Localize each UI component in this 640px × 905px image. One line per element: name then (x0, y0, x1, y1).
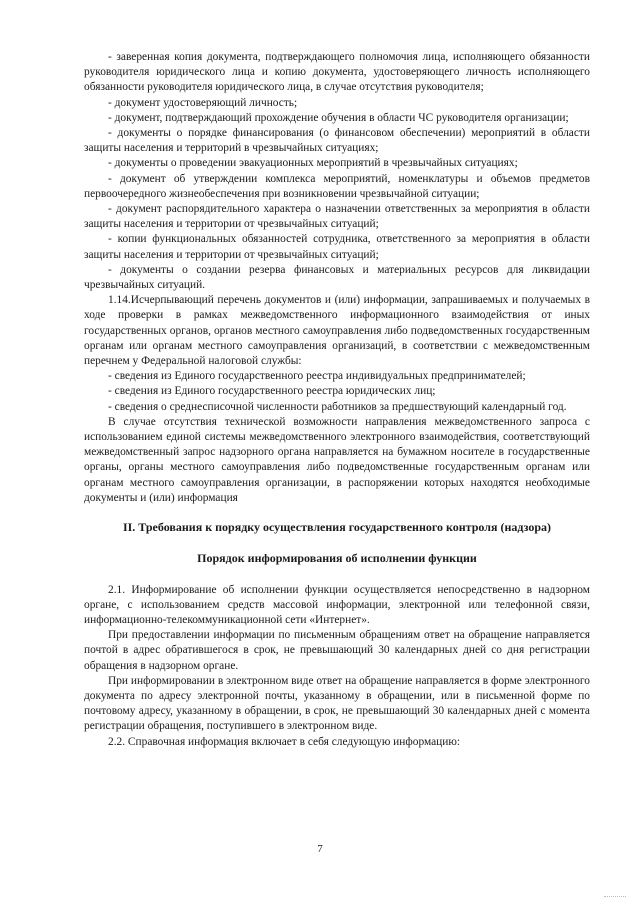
paragraph-9: - документы о создании резерва финансовых и материальных ресурсов для ликвидации чрезвычайных ситуаций. (84, 263, 590, 292)
paragraph-11: - сведения из Единого государственного реестра индивидуальных предпринимателей; (108, 370, 526, 383)
paragraph-3: - документ, подтверждающий прохождение обучения в области ЧС руководителя организации; (108, 111, 569, 124)
paragraph-18: 2.2. Справочная информация включает в себя следующую информацию: (108, 735, 461, 748)
paragraph-17: При информировании в электронном виде ответ на обращение направляется в форме электронного документа по адресу электронной почты, указанному в обращении, или в письменной форме по почтовому адресу, указанному в обращении, в срок, не превышающий 30 календарных дней с момента регистрации обращения, поступившего в электронном виде. (84, 674, 590, 733)
paragraph-15: 2.1. Информирование об исполнении функции осуществляется непосредственно в надзорном органе, с использованием средств массовой информации, электронной или телефонной связи, информационно-телекоммуникационной сети «Интернет». (84, 583, 590, 626)
paragraph-4: - документы о порядке финансирования (о финансовом обеспечении) мероприятий в области защиты населения и территорий в чрезвычайных ситуациях; (84, 127, 590, 155)
scan-artifact (604, 896, 626, 899)
paragraph-13: - сведения о среднесписочной численности работников за предшествующий календарный год. (108, 400, 567, 413)
paragraph-6: - документ об утверждении комплекса мероприятий, номенклатуры и объемов предметов первоочередного жизнеобеспечения при возникновении чрезвычайной ситуации; (84, 172, 590, 200)
page-number: 7 (317, 843, 323, 855)
paragraph-14: В случае отсутствия технической возможности направления межведомственного запроса с использованием единой системы межведомственного электронного взаимодействия, соответствующий межведомственный запрос надзорного органа направляется на бумажном носителе в государственные органы, органы местного самоуправления либо подведомственные государственным органам или органам местного самоуправления организации, в распоряжении которых находятся необходимые документы и (или) информация (84, 415, 590, 504)
subsection-heading: Порядок информирования об исполнении функции (197, 551, 477, 566)
paragraph-10: 1.14.Исчерпывающий перечень документов и (или) информации, запрашиваемых и получаемых в ходе проверки в рамках межведомственного информационного взаимодействия от иных государственных органов, органов местного самоуправления либо подведомственных государственным органам или органам местного самоуправления организаций, в соответствии с межведомственным перечнем у Федеральной налоговой службы: (84, 294, 590, 368)
document-page (84, 50, 590, 750)
paragraph-1: - заверенная копия документа, подтверждающего полномочия лица, исполняющего обязанности руководителя юридического лица и копию документа, удостоверяющего личность исполняющего обязанности руководителя юридического лица, в случае отсутствия руководителя; (84, 51, 590, 94)
paragraph-2: - документ удостоверяющий личность; (108, 96, 298, 109)
paragraph-12: - сведения из Единого государственного реестра юридических лиц; (108, 385, 436, 398)
paragraph-5: - документы о проведении эвакуационных мероприятий в чрезвычайных ситуациях; (108, 157, 518, 170)
paragraph-8: - копии функциональных обязанностей сотрудника, ответственного за мероприятия в области защиты населения и территории от чрезвычайных ситуаций; (84, 233, 590, 261)
section-heading: II. Требования к порядку осуществления государственного контроля (надзора) (122, 520, 552, 535)
paragraph-7: - документ распорядительного характера о назначении ответственных за мероприятия в области защиты населения и территории от чрезвычайных ситуаций; (84, 203, 590, 231)
paragraph-16: При предоставлении информации по письменным обращениям ответ на обращение направляется почтой в адрес обратившегося в срок, не превышающий 30 календарных дней со дня регистрации обращения в надзорном органе. (84, 629, 590, 672)
